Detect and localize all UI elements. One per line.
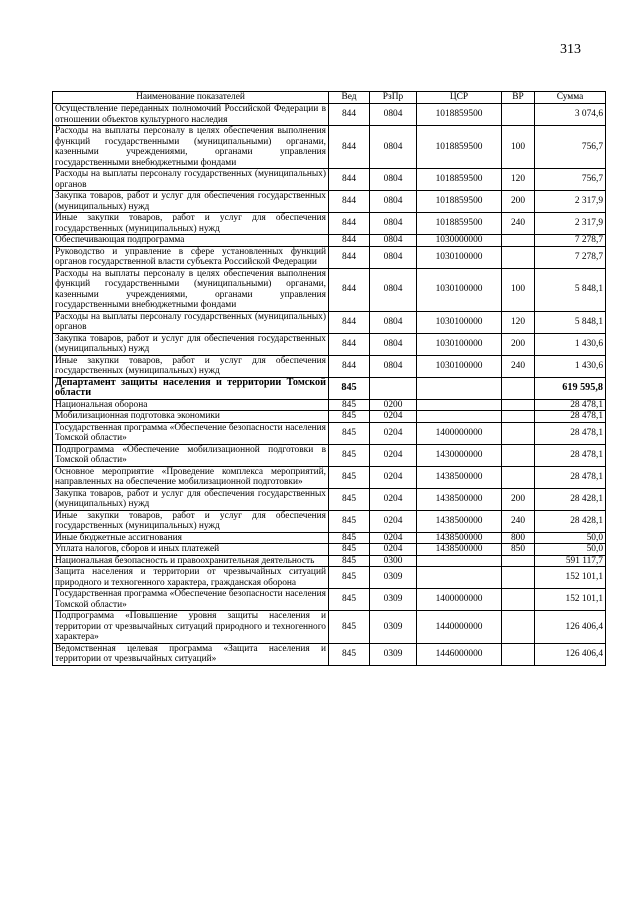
cell-rzpr: 0204: [370, 510, 417, 532]
table-row: [53, 104, 606, 126]
cell-vr: [502, 411, 535, 423]
table-row: [53, 422, 606, 444]
cell-rzpr: 0204: [370, 444, 417, 466]
cell-vr: [502, 235, 535, 247]
cell-csr: 1018859500: [417, 169, 502, 191]
table-row: [53, 544, 606, 556]
cell-ved: 845: [329, 567, 370, 589]
cell-csr: 1030100000: [417, 311, 502, 333]
table-row: [53, 399, 606, 411]
cell-name: Национальная безопасность и правоохранительная деятельность: [53, 555, 329, 567]
cell-sum: 1 430,6: [535, 355, 606, 377]
cell-rzpr: 0804: [370, 213, 417, 235]
cell-sum: 28 428,1: [535, 510, 606, 532]
cell-name: Расходы на выплаты персоналу государственных (муниципальных) органов: [53, 169, 329, 191]
budget-table: [52, 91, 606, 666]
page-number: 313: [560, 42, 581, 57]
cell-csr: 1400000000: [417, 422, 502, 444]
cell-ved: 844: [329, 213, 370, 235]
table-row: [53, 643, 606, 665]
cell-rzpr: 0309: [370, 589, 417, 611]
cell-name: Иные бюджетные ассигнования: [53, 532, 329, 544]
table-row: [53, 355, 606, 377]
cell-vr: [502, 589, 535, 611]
cell-vr: [502, 399, 535, 411]
header-csr: ЦСР: [417, 92, 502, 104]
cell-ved: 844: [329, 311, 370, 333]
cell-vr: 100: [502, 126, 535, 169]
cell-csr: 1030100000: [417, 246, 502, 268]
cell-csr: [417, 567, 502, 589]
cell-csr: 1030100000: [417, 333, 502, 355]
cell-name: Руководство и управление в сфере установленных функций органов государственной власти субъекта Российской Федерации: [53, 246, 329, 268]
header-name: Наименование показателей: [53, 92, 329, 104]
cell-vr: [502, 104, 535, 126]
cell-csr: 1018859500: [417, 213, 502, 235]
cell-sum: 5 848,1: [535, 268, 606, 311]
cell-name: Мобилизационная подготовка экономики: [53, 411, 329, 423]
cell-sum: 591 117,7: [535, 555, 606, 567]
cell-vr: 200: [502, 191, 535, 213]
cell-rzpr: 0804: [370, 268, 417, 311]
cell-vr: [502, 567, 535, 589]
cell-sum: 756,7: [535, 126, 606, 169]
cell-csr: 1018859500: [417, 191, 502, 213]
cell-ved: 844: [329, 169, 370, 191]
cell-sum: 28 478,1: [535, 466, 606, 488]
cell-vr: [502, 466, 535, 488]
cell-ved: 845: [329, 532, 370, 544]
cell-rzpr: 0804: [370, 333, 417, 355]
cell-name: Подпрограмма «Обеспечение мобилизационной подготовки в Томской области»: [53, 444, 329, 466]
cell-rzpr: [370, 377, 417, 399]
cell-csr: 1430000000: [417, 444, 502, 466]
cell-rzpr: 0200: [370, 399, 417, 411]
cell-csr: 1030100000: [417, 268, 502, 311]
cell-name: Иные закупки товаров, работ и услуг для обеспечения государственных (муниципальных) нужд: [53, 510, 329, 532]
cell-ved: 845: [329, 377, 370, 399]
cell-vr: 200: [502, 333, 535, 355]
cell-name: Расходы на выплаты персоналу в целях обеспечения выполнения функций государственными (муниципальными) органами, казенными учреждениями, органами управления государственными внебюджетными фондами: [53, 268, 329, 311]
cell-name: Закупка товаров, работ и услуг для обеспечения государственных (муниципальных) нужд: [53, 488, 329, 510]
cell-name: Ведомственная целевая программа «Защита населения и территории от чрезвычайных ситуаций»: [53, 643, 329, 665]
cell-rzpr: 0204: [370, 532, 417, 544]
cell-csr: 1438500000: [417, 532, 502, 544]
cell-csr: 1030100000: [417, 355, 502, 377]
cell-csr: [417, 399, 502, 411]
cell-rzpr: 0804: [370, 235, 417, 247]
cell-vr: 240: [502, 510, 535, 532]
table-row: [53, 567, 606, 589]
cell-vr: [502, 643, 535, 665]
cell-vr: [502, 444, 535, 466]
cell-vr: [502, 422, 535, 444]
cell-ved: 845: [329, 589, 370, 611]
table-header-row: [53, 92, 606, 104]
table-row: [53, 377, 606, 399]
cell-vr: 120: [502, 311, 535, 333]
cell-rzpr: 0309: [370, 567, 417, 589]
cell-sum: 28 478,1: [535, 411, 606, 423]
cell-name: Иные закупки товаров, работ и услуг для обеспечения государственных (муниципальных) нужд: [53, 355, 329, 377]
cell-vr: 240: [502, 355, 535, 377]
cell-ved: 845: [329, 411, 370, 423]
cell-ved: 845: [329, 466, 370, 488]
cell-vr: [502, 611, 535, 644]
cell-rzpr: 0204: [370, 488, 417, 510]
table-body: [53, 104, 606, 666]
cell-rzpr: 0204: [370, 411, 417, 423]
cell-sum: 5 848,1: [535, 311, 606, 333]
cell-ved: 845: [329, 611, 370, 644]
cell-vr: [502, 555, 535, 567]
header-sum: Сумма: [535, 92, 606, 104]
cell-name: Подпрограмма «Повышение уровня защиты населения и территории от чрезвычайных ситуаций природного и техногенного характера»: [53, 611, 329, 644]
cell-name: Обеспечивающая подпрограмма: [53, 235, 329, 247]
table-row: [53, 411, 606, 423]
cell-sum: 50,0: [535, 544, 606, 556]
table-row: [53, 444, 606, 466]
table-row: [53, 488, 606, 510]
table-row: [53, 589, 606, 611]
cell-ved: 845: [329, 422, 370, 444]
cell-csr: 1438500000: [417, 544, 502, 556]
cell-name: Национальная оборона: [53, 399, 329, 411]
cell-name: Расходы на выплаты персоналу в целях обеспечения выполнения функций государственными (муниципальными) органами, казенными учреждениями, органами управления государственными внебюджетными фондами: [53, 126, 329, 169]
cell-name: Государственная программа «Обеспечение безопасности населения Томской области»: [53, 589, 329, 611]
cell-vr: 120: [502, 169, 535, 191]
cell-ved: 844: [329, 191, 370, 213]
cell-ved: 845: [329, 488, 370, 510]
cell-ved: 845: [329, 510, 370, 532]
cell-csr: [417, 411, 502, 423]
cell-name: Иные закупки товаров, работ и услуг для обеспечения государственных (муниципальных) нужд: [53, 213, 329, 235]
cell-sum: 126 406,4: [535, 643, 606, 665]
table-row: [53, 169, 606, 191]
cell-vr: 200: [502, 488, 535, 510]
cell-sum: 7 278,7: [535, 235, 606, 247]
table-row: [53, 466, 606, 488]
table-row: [53, 191, 606, 213]
cell-rzpr: 0309: [370, 611, 417, 644]
cell-sum: 1 430,6: [535, 333, 606, 355]
cell-name: Уплата налогов, сборов и иных платежей: [53, 544, 329, 556]
cell-vr: 800: [502, 532, 535, 544]
header-ved: Вед: [329, 92, 370, 104]
cell-name: Защита населения и территории от чрезвычайных ситуаций природного и техногенного характера, гражданская оборона: [53, 567, 329, 589]
cell-name: Закупка товаров, работ и услуг для обеспечения государственных (муниципальных) нужд: [53, 333, 329, 355]
table-row: [53, 213, 606, 235]
cell-ved: 845: [329, 544, 370, 556]
cell-name: Закупка товаров, работ и услуг для обеспечения государственных (муниципальных) нужд: [53, 191, 329, 213]
cell-csr: 1030000000: [417, 235, 502, 247]
cell-ved: 844: [329, 246, 370, 268]
cell-csr: 1438500000: [417, 510, 502, 532]
table-row: [53, 235, 606, 247]
table-row: [53, 555, 606, 567]
cell-sum: 126 406,4: [535, 611, 606, 644]
cell-ved: 844: [329, 104, 370, 126]
cell-sum: 756,7: [535, 169, 606, 191]
cell-csr: [417, 555, 502, 567]
cell-csr: 1400000000: [417, 589, 502, 611]
cell-rzpr: 0804: [370, 311, 417, 333]
cell-vr: 850: [502, 544, 535, 556]
cell-name: Осуществление переданных полномочий Российской Федерации в отношении объектов культурного наследия: [53, 104, 329, 126]
cell-ved: 845: [329, 444, 370, 466]
cell-sum: 2 317,9: [535, 191, 606, 213]
cell-csr: 1438500000: [417, 466, 502, 488]
cell-sum: 619 595,8: [535, 377, 606, 399]
cell-name: Основное мероприятие «Проведение комплекса мероприятий, направленных на обеспечение мобилизационной подготовки»: [53, 466, 329, 488]
cell-rzpr: 0804: [370, 104, 417, 126]
cell-rzpr: 0309: [370, 643, 417, 665]
header-rzpr: РзПр: [370, 92, 417, 104]
header-vr: ВР: [502, 92, 535, 104]
table-row: [53, 611, 606, 644]
cell-rzpr: 0204: [370, 422, 417, 444]
cell-rzpr: 0204: [370, 544, 417, 556]
table-row: [53, 333, 606, 355]
cell-ved: 844: [329, 235, 370, 247]
table-row: [53, 532, 606, 544]
table-row: [53, 126, 606, 169]
table-row: [53, 510, 606, 532]
cell-rzpr: 0804: [370, 169, 417, 191]
cell-sum: 3 074,6: [535, 104, 606, 126]
cell-vr: [502, 246, 535, 268]
cell-csr: [417, 377, 502, 399]
cell-sum: 28 428,1: [535, 488, 606, 510]
cell-vr: [502, 377, 535, 399]
cell-name: Расходы на выплаты персоналу государственных (муниципальных) органов: [53, 311, 329, 333]
cell-ved: 845: [329, 643, 370, 665]
cell-sum: 7 278,7: [535, 246, 606, 268]
cell-rzpr: 0300: [370, 555, 417, 567]
cell-sum: 28 478,1: [535, 422, 606, 444]
cell-name: Государственная программа «Обеспечение безопасности населения Томской области»: [53, 422, 329, 444]
cell-name: Департамент защиты населения и территории Томской области: [53, 377, 329, 399]
cell-csr: 1018859500: [417, 104, 502, 126]
cell-sum: 152 101,1: [535, 589, 606, 611]
cell-sum: 28 478,1: [535, 399, 606, 411]
cell-ved: 844: [329, 333, 370, 355]
cell-ved: 844: [329, 355, 370, 377]
cell-rzpr: 0804: [370, 191, 417, 213]
cell-sum: 2 317,9: [535, 213, 606, 235]
cell-csr: 1446000000: [417, 643, 502, 665]
cell-sum: 152 101,1: [535, 567, 606, 589]
cell-ved: 845: [329, 399, 370, 411]
cell-csr: 1018859500: [417, 126, 502, 169]
table-row: [53, 246, 606, 268]
cell-ved: 844: [329, 268, 370, 311]
cell-rzpr: 0804: [370, 355, 417, 377]
table-row: [53, 268, 606, 311]
cell-ved: 844: [329, 126, 370, 169]
cell-vr: 240: [502, 213, 535, 235]
cell-ved: 845: [329, 555, 370, 567]
cell-sum: 50,0: [535, 532, 606, 544]
table-row: [53, 311, 606, 333]
cell-csr: 1440000000: [417, 611, 502, 644]
cell-rzpr: 0804: [370, 246, 417, 268]
cell-sum: 28 478,1: [535, 444, 606, 466]
cell-rzpr: 0204: [370, 466, 417, 488]
cell-vr: 100: [502, 268, 535, 311]
cell-csr: 1438500000: [417, 488, 502, 510]
cell-rzpr: 0804: [370, 126, 417, 169]
